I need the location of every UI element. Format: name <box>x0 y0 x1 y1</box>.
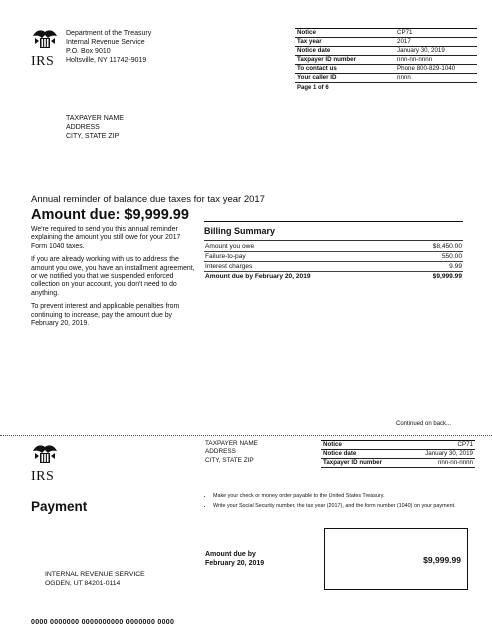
table-row <box>295 56 477 65</box>
row-label: Tax year <box>295 38 395 47</box>
stub-amount-due-label <box>205 550 264 568</box>
taxpayer-street: ADDRESS <box>205 448 236 456</box>
page-indicator: Page 1 of 6 <box>297 85 329 91</box>
scan-line: 0000 0000000 0000000000 0000000 0000 <box>31 619 175 626</box>
notice-body <box>31 226 196 328</box>
row-label: Amount due by February 20, 2019 <box>205 273 311 280</box>
row-value: Phone 800-829-1040 <box>395 65 477 74</box>
payment-heading: Payment <box>31 499 88 514</box>
table-row <box>321 441 475 450</box>
irs-wordmark: IRS <box>31 54 55 69</box>
table-row <box>295 38 477 47</box>
row-label: Your caller ID <box>295 74 395 83</box>
amount-due-heading: Amount due: $9,999.99 <box>31 207 189 223</box>
paragraph: If you are already working with us to address the amount you owe, you have an installment agreement, or we notified you that we suspended enforced collection on your account, you don't need to do anything. <box>31 256 195 297</box>
taxpayer-street: ADDRESS <box>66 124 100 131</box>
return-address <box>66 29 151 65</box>
row-value: $8,450.00 <box>405 242 463 252</box>
irs-eagle-icon <box>31 441 59 465</box>
row-label: Amount you owe <box>204 242 405 252</box>
row-value: CP71 <box>405 441 475 450</box>
taxpayer-name: TAXPAYER NAME <box>205 440 258 447</box>
row-value: January 30, 2019 <box>395 47 477 56</box>
table-row <box>321 450 475 459</box>
row-label: Interest charges <box>204 262 405 272</box>
amount-due-label-line: Amount due by <box>205 551 256 558</box>
row-value: nnnn <box>395 74 477 83</box>
row-label: To contact us <box>295 65 395 74</box>
instruction-item: • Write your Social Security number, the tax year (2017), and the form number (1040) on your payment. <box>213 502 465 511</box>
stub-notice-table <box>321 440 475 468</box>
reminder-title: Annual reminder of balance due taxes for tax year 2017 <box>31 194 265 205</box>
stub-amount-due-value: $9,999.99 <box>423 555 461 565</box>
taxpayer-city: CITY, STATE ZIP <box>66 133 120 140</box>
irs-wordmark: IRS <box>31 469 55 484</box>
stub-taxpayer-address <box>205 440 258 465</box>
address-line: Internal Revenue Service <box>66 39 145 46</box>
taxpayer-city: CITY, STATE ZIP <box>205 456 254 464</box>
amount-due-box <box>324 528 468 590</box>
row-label: Notice <box>295 29 395 38</box>
paragraph: To prevent interest and applicable penalties from continuing to increase, pay the amount due by February 20, 2019. <box>31 303 180 328</box>
table-row <box>204 252 463 262</box>
table-row <box>204 242 463 252</box>
row-value: CP71 <box>395 29 477 38</box>
address-line: Holtsville, NY 11742-9019 <box>66 57 147 64</box>
stub-irs-logo <box>31 441 59 484</box>
table-row <box>295 47 477 56</box>
row-value: nnn-nn-nnnn <box>395 56 477 65</box>
billing-summary <box>204 221 463 281</box>
row-label: Notice date <box>295 47 395 56</box>
irs-logo <box>31 26 59 69</box>
table-row <box>321 459 475 468</box>
row-value: nnn-nn-nnnn <box>405 459 475 468</box>
row-label: Failure-to-pay <box>204 252 405 262</box>
address-line: Department of the Treasury <box>66 30 152 37</box>
address-line: P.O. Box 9010 <box>66 48 111 55</box>
table-row <box>295 74 477 83</box>
perforation-line <box>0 435 492 436</box>
taxpayer-name: TAXPAYER NAME <box>66 115 124 122</box>
table-row <box>204 262 463 272</box>
row-label: Notice <box>321 441 405 450</box>
row-value: 550.00 <box>405 252 463 262</box>
table-row <box>295 29 477 38</box>
row-label: Taxpayer ID number <box>295 56 395 65</box>
address-line: INTERNAL REVENUE SERVICE <box>45 571 145 578</box>
billing-summary-title: Billing Summary <box>204 221 463 241</box>
row-value: 9.99 <box>405 262 463 272</box>
row-label: Taxpayer ID number <box>321 459 405 468</box>
row-value: January 30, 2019 <box>405 450 475 459</box>
address-line: OGDEN, UT 84201-0114 <box>45 580 121 587</box>
notice-info-table <box>295 28 477 92</box>
table-row <box>295 65 477 74</box>
payment-instructions <box>205 492 465 512</box>
paragraph: We're required to send you this annual reminder explaining the amount you still owe for your 2017 Form 1040 taxes. <box>31 226 181 250</box>
irs-mailing-address <box>45 570 145 588</box>
irs-eagle-icon <box>31 26 59 50</box>
row-value: 2017 <box>395 38 477 47</box>
continued-note: Continued on back... <box>396 421 452 427</box>
taxpayer-address <box>66 114 124 141</box>
row-label: Notice date <box>321 450 405 459</box>
amount-due-label-line: February 20, 2019 <box>205 560 265 567</box>
instruction-item: • Make your check or money order payable to the United States Treasury. <box>213 492 465 501</box>
row-value: $9,999.99 <box>432 273 462 280</box>
table-row-total <box>204 272 463 282</box>
